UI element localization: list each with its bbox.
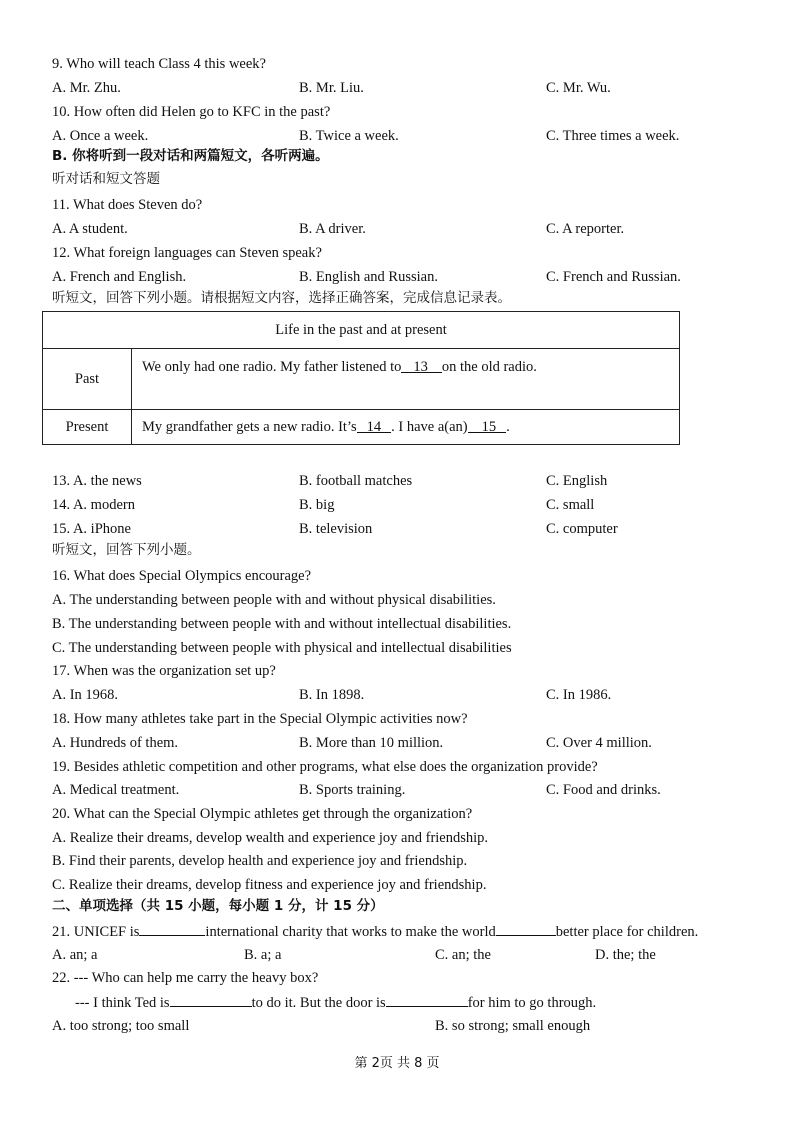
- q19-option-b: B. Sports training.: [299, 782, 406, 798]
- q17-option-a: A. In 1968.: [52, 687, 119, 703]
- q21-blank-1: [139, 922, 205, 936]
- q17-option-c: C. In 1986.: [546, 687, 612, 703]
- section-b-heading: B. 你将听到一段对话和两篇短文，各听两遍。: [52, 148, 329, 164]
- q16-option-a: A. The understanding between people with and without physical disabilities.: [52, 592, 496, 608]
- q10-option-c: C. Three times a week.: [546, 128, 680, 144]
- q20-option-c: C. Realize their dreams, develop fitness and experience joy and friendship.: [52, 877, 487, 893]
- q13-option-b: B. football matches: [299, 473, 413, 489]
- q12-stem: 12. What foreign languages can Steven speak?: [52, 245, 322, 261]
- q22-option-a: A. too strong; too small: [52, 1018, 190, 1034]
- q18-stem: 18. How many athletes take part in the Special Olympic activities now?: [52, 711, 468, 727]
- q11-option-b: B. A driver.: [299, 221, 366, 237]
- q22-blank-2: [386, 993, 468, 1007]
- q19-option-c: C. Food and drinks.: [546, 782, 661, 798]
- table-present-cell: [132, 410, 680, 445]
- past-text-1: We only had one radio. My father listened to: [142, 358, 402, 375]
- q15-option-a: 15. A. iPhone: [52, 521, 131, 537]
- q11-option-c: C. A reporter.: [546, 221, 625, 237]
- q13-option-a: 13. A. the news: [52, 473, 142, 489]
- table-title: Life in the past and at present: [43, 312, 680, 349]
- page-footer: 第 2页 共 8 页: [354, 1056, 440, 1071]
- q17-option-b: B. In 1898.: [299, 687, 365, 703]
- q13-option-c: C. English: [546, 473, 608, 489]
- q18-option-c: C. Over 4 million.: [546, 735, 652, 751]
- q9-option-b: B. Mr. Liu.: [299, 80, 364, 96]
- blank-15: 15: [468, 419, 507, 433]
- q15-option-c: C. computer: [546, 521, 618, 537]
- q10-stem: 10. How often did Helen go to KFC in the past?: [52, 104, 331, 120]
- q22-response: --- I think Ted is to do it. But the door is for him to go through.: [75, 995, 597, 1011]
- blank-13: 13: [401, 359, 442, 373]
- q22-blank-1: [170, 993, 252, 1007]
- present-text-1: My grandfather gets a new radio. It’s: [142, 418, 357, 435]
- passage2-instruction: 听短文，回答下列小题。: [52, 542, 201, 558]
- q9-stem: 9. Who will teach Class 4 this week?: [52, 56, 266, 72]
- q18-option-a: A. Hundreds of them.: [52, 735, 179, 751]
- table-past-label: Past: [43, 349, 132, 410]
- section-b-subheading: 听对话和短文答题: [52, 171, 160, 187]
- q20-option-b: B. Find their parents, develop health and experience joy and friendship.: [52, 853, 468, 869]
- q11-option-a: A. A student.: [52, 221, 128, 237]
- q16-stem: 16. What does Special Olympics encourage?: [52, 568, 312, 584]
- past-text-2: on the old radio.: [441, 358, 537, 375]
- q16-option-b: B. The understanding between people with and without intellectual disabilities.: [52, 616, 512, 632]
- q9-option-a: A. Mr. Zhu.: [52, 80, 121, 96]
- q10-option-a: A. Once a week.: [52, 128, 149, 144]
- q22-stem: 22. --- Who can help me carry the heavy box?: [52, 970, 319, 986]
- present-text-3: .: [506, 418, 510, 435]
- q22-option-b: B. so strong; small enough: [435, 1018, 591, 1034]
- q17-stem: 17. When was the organization set up?: [52, 663, 276, 679]
- q21-stem: 21. UNICEF is international charity that works to make the world better place for children.: [52, 924, 699, 940]
- q18-option-b: B. More than 10 million.: [299, 735, 444, 751]
- q20-option-a: A. Realize their dreams, develop wealth and experience joy and friendship.: [52, 830, 489, 846]
- present-text-2: . I have a(an): [391, 418, 468, 435]
- blank-14: 14: [357, 419, 392, 433]
- q11-stem: 11. What does Steven do?: [52, 197, 203, 213]
- q14-option-c: C. small: [546, 497, 595, 513]
- q12-option-a: A. French and English.: [52, 269, 187, 285]
- info-record-table: [42, 311, 680, 445]
- passage1-instruction: 听短文，回答下列小题。请根据短文内容，选择正确答案，完成信息记录表。: [52, 290, 511, 306]
- q20-stem: 20. What can the Special Olympic athletes get through the organization?: [52, 806, 473, 822]
- q15-option-b: B. television: [299, 521, 373, 537]
- q19-option-a: A. Medical treatment.: [52, 782, 180, 798]
- q9-option-c: C. Mr. Wu.: [546, 80, 611, 96]
- q12-option-b: B. English and Russian.: [299, 269, 438, 285]
- q14-option-b: B. big: [299, 497, 335, 513]
- table-past-cell: [132, 349, 680, 410]
- q16-option-c: C. The understanding between people with physical and intellectual disabilities: [52, 640, 512, 656]
- table-present-label: Present: [43, 410, 132, 445]
- q21-blank-2: [496, 922, 556, 936]
- q19-stem: 19. Besides athletic competition and other programs, what else does the organization provide?: [52, 759, 598, 775]
- q21-option-c: C. an; the: [435, 947, 491, 963]
- q21-option-a: A. an; a: [52, 947, 98, 963]
- grammar-heading: 二、单项选择（共 15 小题，每小题 1 分，计 15 分）: [52, 898, 384, 914]
- q21-option-b: B. a; a: [244, 947, 282, 963]
- q12-option-c: C. French and Russian.: [546, 269, 681, 285]
- q14-option-a: 14. A. modern: [52, 497, 135, 513]
- q10-option-b: B. Twice a week.: [299, 128, 399, 144]
- q21-option-d: D. the; the: [595, 947, 656, 963]
